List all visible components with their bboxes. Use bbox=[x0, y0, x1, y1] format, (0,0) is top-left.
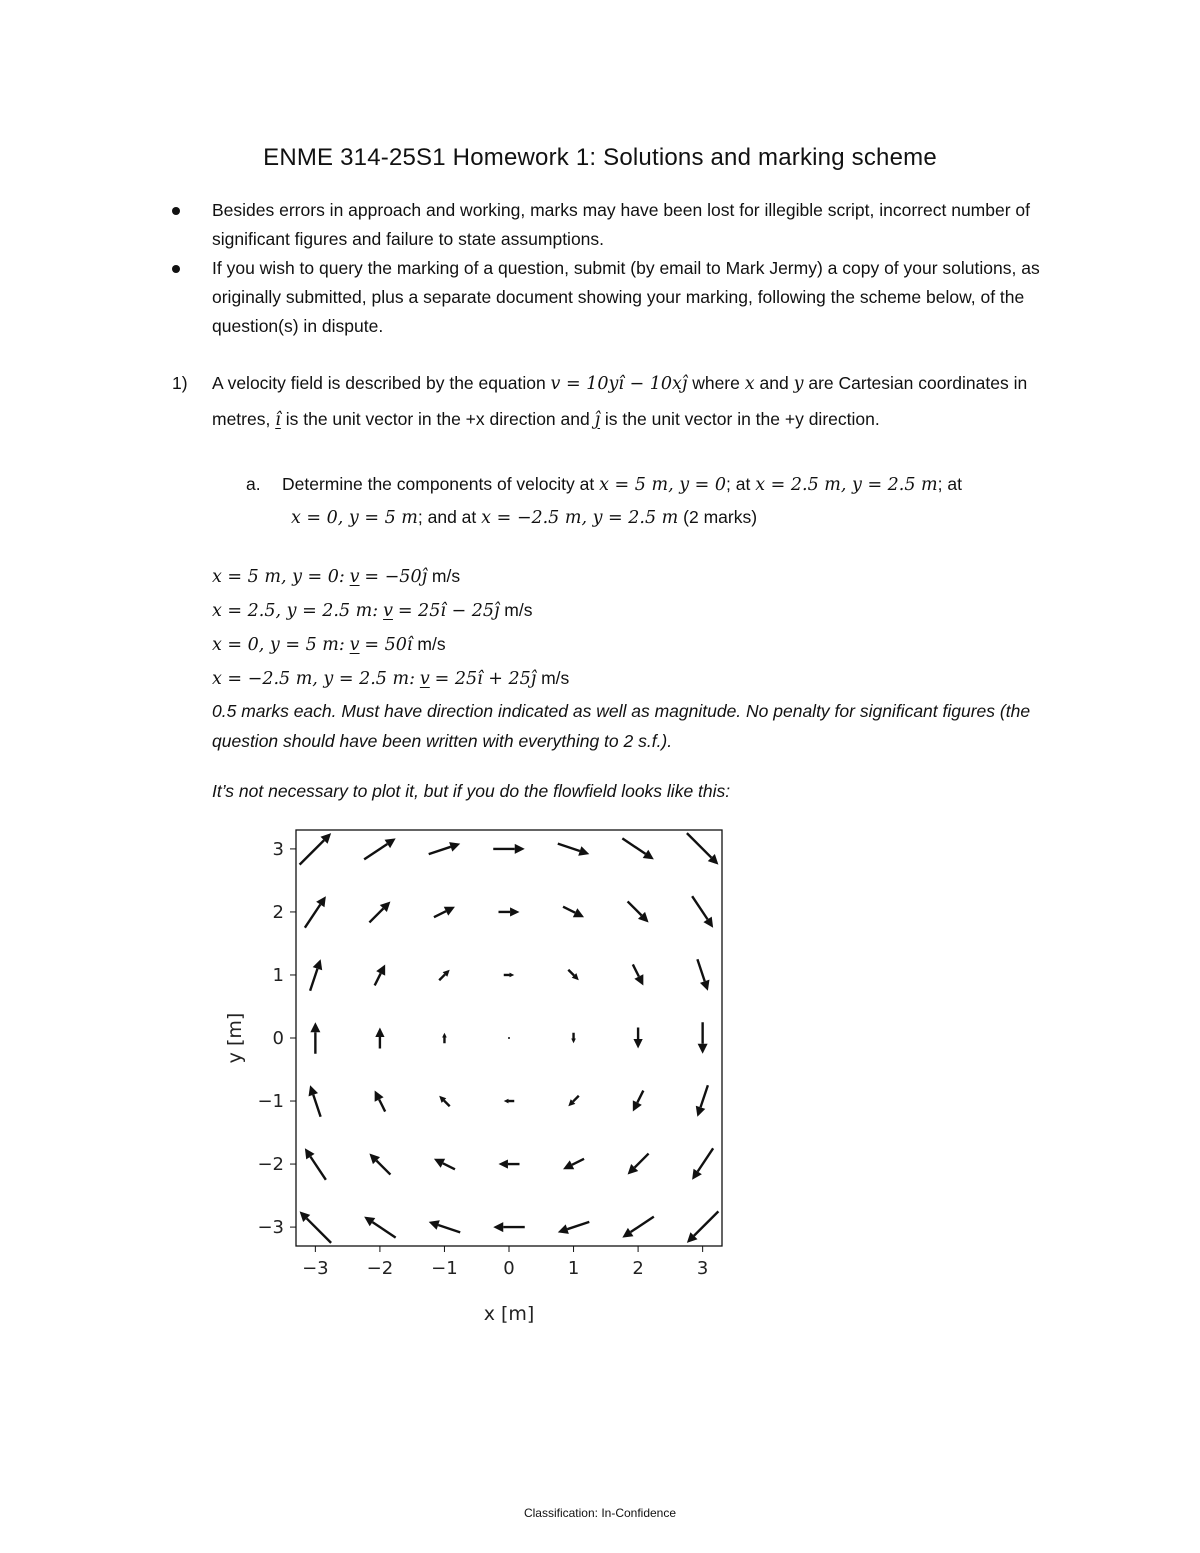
marks-label: (2 marks) bbox=[683, 507, 758, 527]
answer-line: x = 0, y = 5 m: v = 50î m/s bbox=[212, 634, 446, 655]
x-tick-label: −2 bbox=[366, 1258, 394, 1279]
page-title: ENME 314-25S1 Homework 1: Solutions and marking scheme bbox=[263, 144, 937, 171]
answer-line: x = 2.5, y = 2.5 m: v = 25î − 25ĵ m/s bbox=[212, 600, 533, 621]
plot-note: It’s not necessary to plot it, but if you do the flowfield looks like this: bbox=[212, 781, 731, 801]
footer-classification: Classification: In-Confidence bbox=[523, 1506, 677, 1520]
notes-list bbox=[172, 196, 1072, 341]
velocity-arrow bbox=[508, 1037, 510, 1039]
question-1 bbox=[172, 366, 1072, 438]
note-item bbox=[172, 196, 1072, 254]
x-tick-label: −3 bbox=[302, 1258, 329, 1279]
marking-note: 0.5 marks each. Must have direction indicated as well as magnitude. No penalty for significant figures (the question should have been written with everything to 2 s.f.). bbox=[212, 701, 1031, 751]
y-tick-label: −1 bbox=[257, 1091, 284, 1113]
note-text: If you wish to query the marking of a question, submit (by email to Mark Jermy) a copy of your solutions, as originally submitted, plus a separate document showing your marking, following the scheme below, of the question(s) in dispute. bbox=[212, 258, 1040, 336]
answers bbox=[212, 560, 1092, 806]
question-1a: a. Determine the components of velocity at x = 5 m, y = 0; at x = 2.5 m, y = 2.5 m; at x = 0, y = 5 m; and at x = −2.5 m, y = 2.5 m (2 marks) bbox=[246, 468, 1066, 534]
question-number: 1) bbox=[172, 373, 188, 393]
y-tick-label: −2 bbox=[257, 1154, 284, 1176]
question-text: A velocity field is described by the equation v = 10yî − 10xĵ where x and y are Cartesian coordinates in metres, î is the unit vector in the +x direction and ĵ is the unit vector in the +y direction. bbox=[212, 373, 1028, 430]
y-tick-label: 2 bbox=[272, 901, 284, 923]
y-axis-label: y [m] bbox=[224, 1012, 246, 1064]
note-text: Besides errors in approach and working, marks may have been lost for illegible script, incorrect number of significant figures and failure to state assumptions. bbox=[212, 200, 1031, 249]
x-axis-label: x [m] bbox=[483, 1303, 535, 1325]
y-tick-label: 0 bbox=[272, 1028, 284, 1049]
bullet-icon bbox=[172, 207, 180, 215]
y-tick-label: −3 bbox=[257, 1217, 284, 1239]
answer-line: x = 5 m, y = 0: v = −50ĵ m/s bbox=[212, 566, 461, 587]
flowfield-chart bbox=[210, 820, 770, 1340]
bullet-icon bbox=[172, 265, 180, 273]
x-tick-label: 1 bbox=[567, 1258, 580, 1279]
velocity-equation: v = 10yî − 10xĵ bbox=[550, 374, 688, 394]
x-tick-label: 0 bbox=[503, 1258, 515, 1279]
part-label: a. bbox=[246, 474, 261, 494]
x-tick-label: −1 bbox=[431, 1258, 458, 1279]
x-tick-label: 3 bbox=[696, 1258, 709, 1279]
y-tick-label: 1 bbox=[272, 964, 284, 986]
answer-line: x = −2.5 m, y = 2.5 m: v = 25î + 25ĵ m/s bbox=[212, 668, 570, 689]
note-item bbox=[172, 254, 1072, 341]
y-tick-label: 3 bbox=[272, 838, 284, 860]
x-tick-label: 2 bbox=[632, 1258, 644, 1279]
